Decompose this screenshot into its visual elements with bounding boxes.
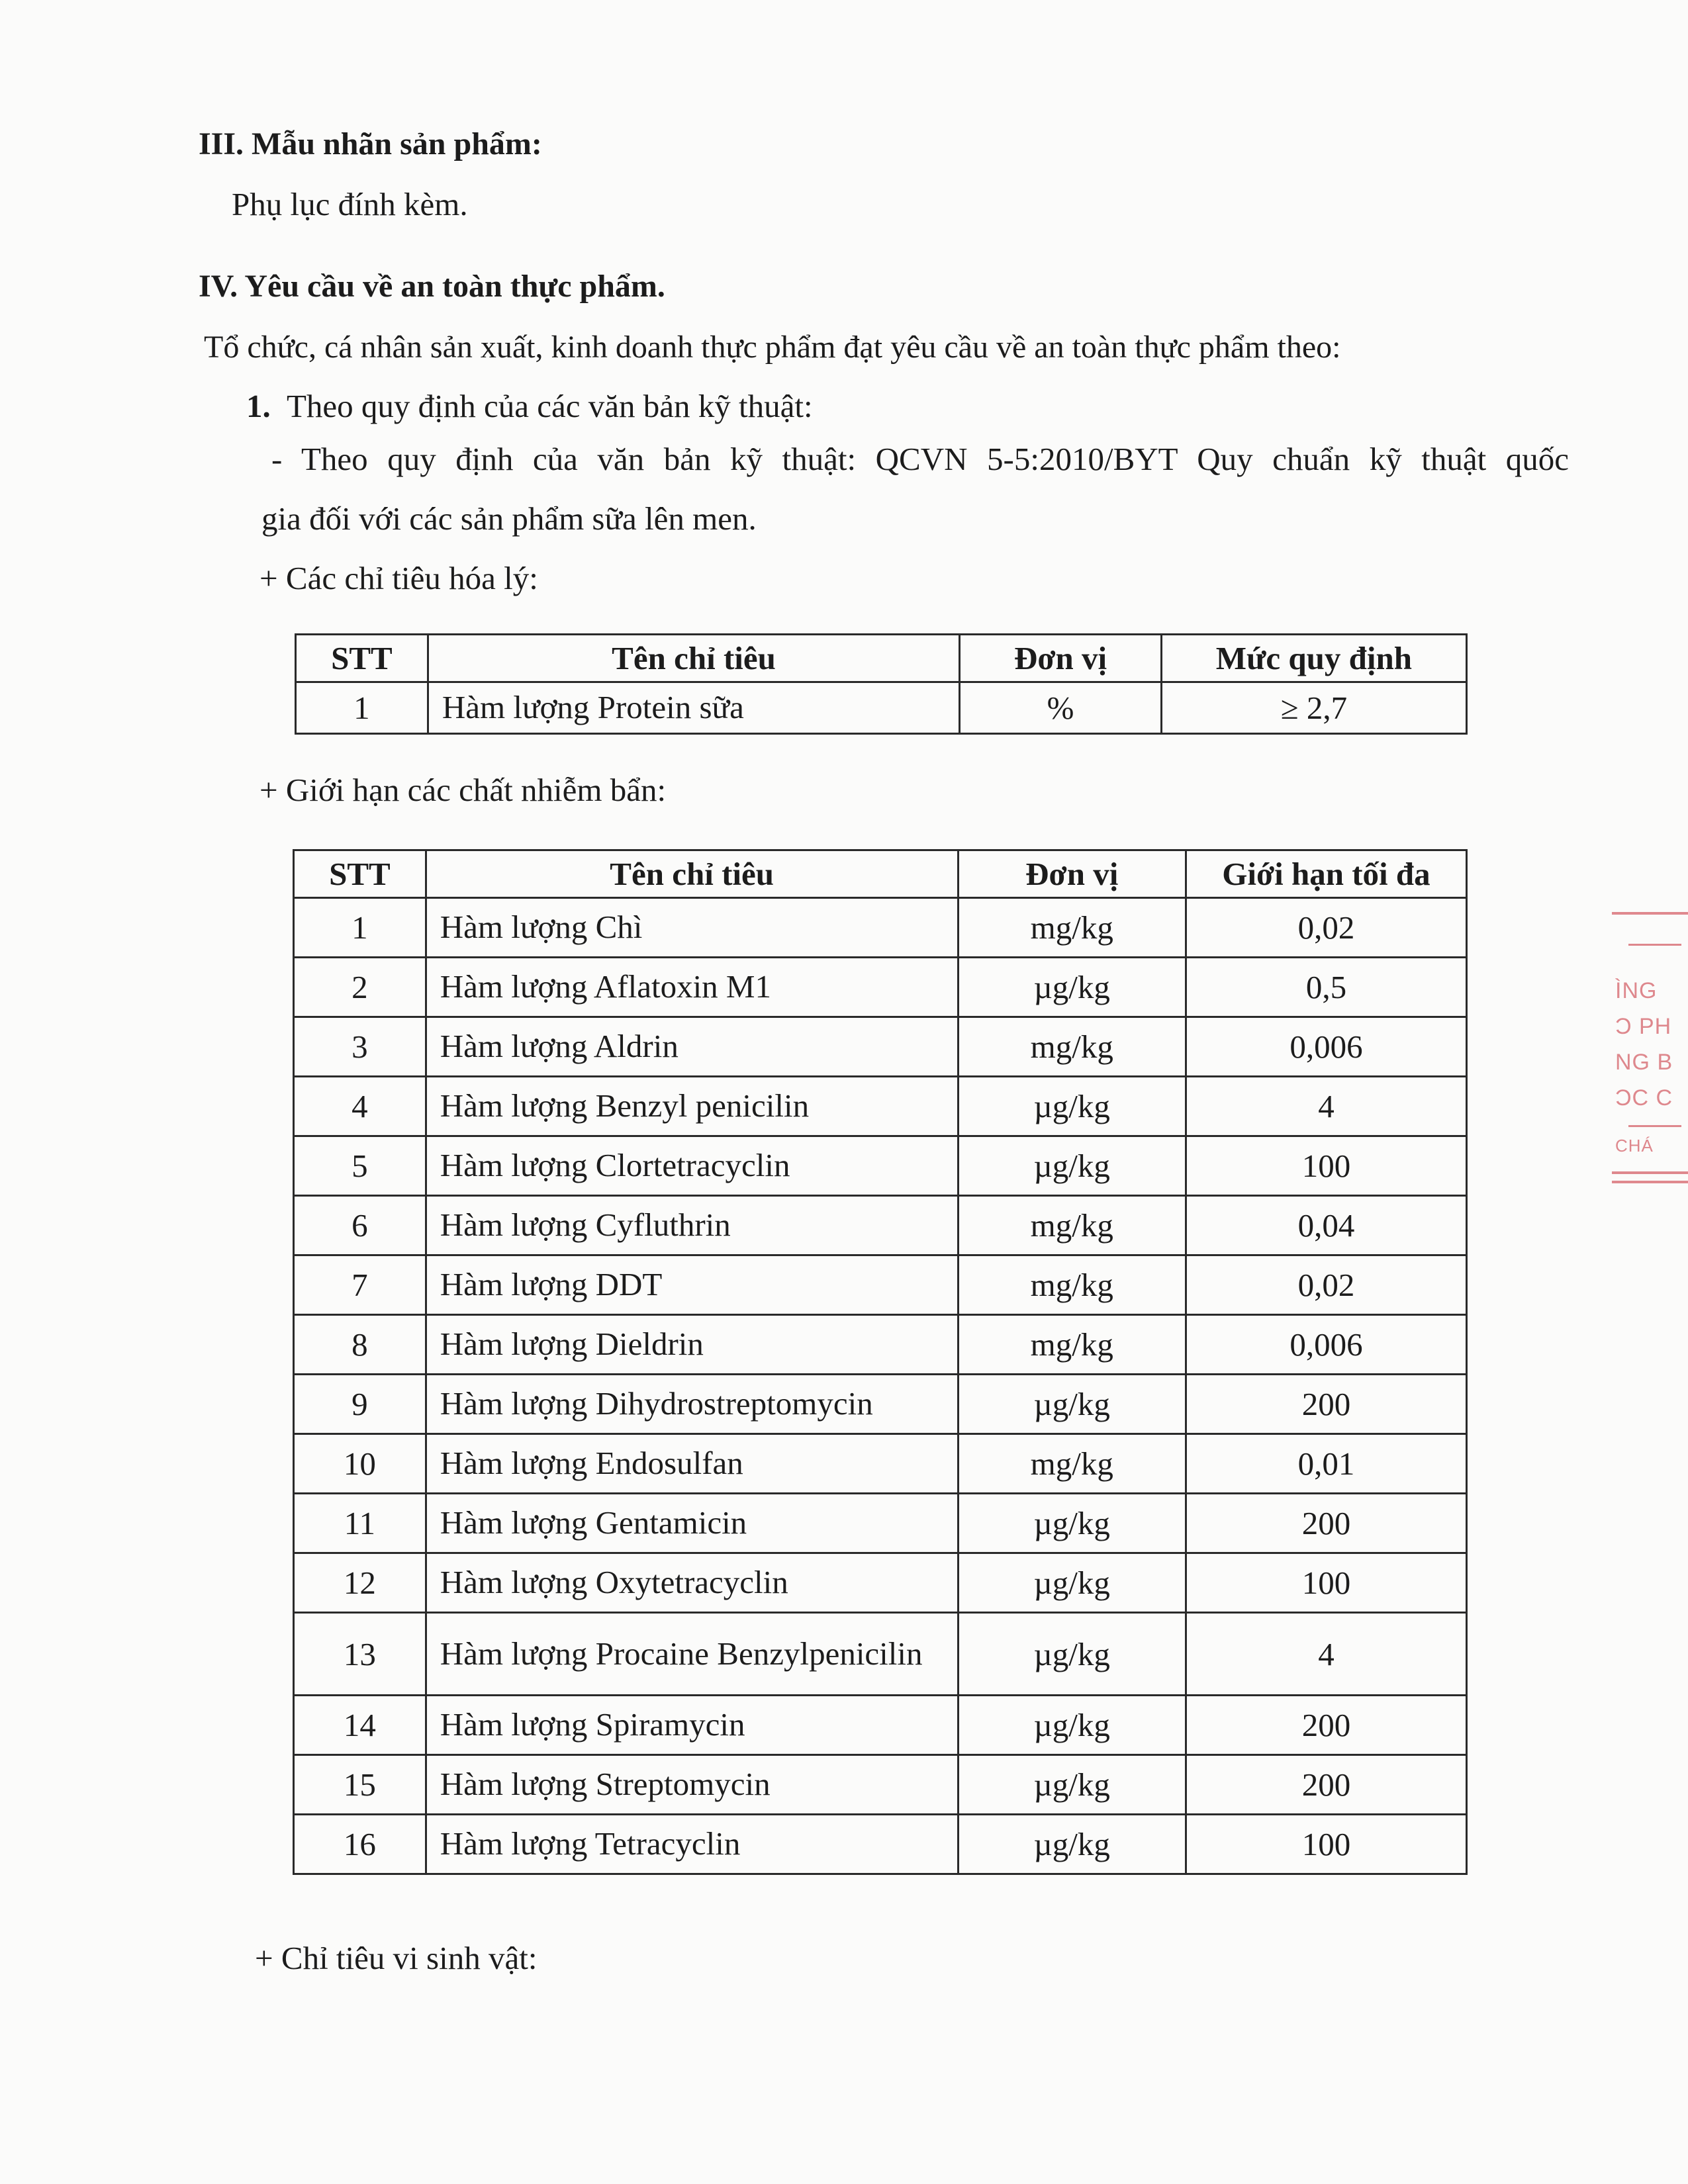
cell-unit: µg/kg: [958, 1755, 1186, 1815]
cell-stt: 16: [294, 1815, 426, 1874]
cell-stt: 14: [294, 1696, 426, 1755]
physchem-label: + Các chỉ tiêu hóa lý:: [259, 560, 538, 596]
cell-name: Hàm lượng Protein sữa: [428, 682, 959, 734]
section-3-heading: III. Mẫu nhãn sản phẩm:: [199, 126, 542, 161]
cell-unit: µg/kg: [958, 958, 1186, 1017]
cell-stt: 15: [294, 1755, 426, 1815]
cell-unit: mg/kg: [958, 1196, 1186, 1255]
cell-unit: %: [960, 682, 1162, 734]
cell-stt: 8: [294, 1315, 426, 1375]
table-row: [294, 1136, 1467, 1196]
table-row: [294, 1755, 1467, 1815]
regulation-line-2: gia đối với các sản phẩm sữa lên men.: [261, 500, 757, 537]
header-limit: Giới hạn tối đa: [1186, 850, 1466, 898]
cell-value: 4: [1186, 1077, 1466, 1136]
item-1: [246, 387, 813, 425]
cell-stt: 5: [294, 1136, 426, 1196]
cell-stt: 13: [294, 1613, 426, 1696]
header-stt: STT: [294, 850, 426, 898]
cell-name: Hàm lượng Benzyl penicilin: [426, 1077, 958, 1136]
table-row: [294, 898, 1467, 958]
cell-unit: mg/kg: [958, 898, 1186, 958]
cell-unit: µg/kg: [958, 1815, 1186, 1874]
cell-name: Hàm lượng Streptomycin: [426, 1755, 958, 1815]
cell-stt: 3: [294, 1017, 426, 1077]
cell-name: Hàm lượng Procaine Benzylpenicilin: [426, 1613, 958, 1696]
cell-name: Hàm lượng Spiramycin: [426, 1696, 958, 1755]
section-4-intro: Tổ chức, cá nhân sản xuất, kinh doanh thực phẩm đạt yêu cầu về an toàn thực phẩm theo:: [204, 330, 1341, 365]
cell-stt: 10: [294, 1434, 426, 1494]
item-1-text: Theo quy định của các văn bản kỹ thuật:: [287, 388, 813, 424]
cell-name: Hàm lượng Endosulfan: [426, 1434, 958, 1494]
cell-name: Hàm lượng Aldrin: [426, 1017, 958, 1077]
stamp-text-2: Ɔ PH: [1615, 1014, 1672, 1039]
table-row: [294, 958, 1467, 1017]
table-row: [294, 1255, 1467, 1315]
table-header-row: [294, 850, 1467, 898]
stamp-text-5: CHÁ: [1615, 1136, 1654, 1156]
cell-stt: 11: [294, 1494, 426, 1553]
cell-stt: 9: [294, 1375, 426, 1434]
table-row: [294, 1553, 1467, 1613]
cell-value: 4: [1186, 1613, 1466, 1696]
micro-label: + Chỉ tiêu vi sinh vật:: [255, 1940, 538, 1976]
table-row: [294, 1494, 1467, 1553]
cell-stt: 2: [294, 958, 426, 1017]
cell-value: 0,02: [1186, 1255, 1466, 1315]
cell-name: Hàm lượng Oxytetracyclin: [426, 1553, 958, 1613]
table-row: [294, 1434, 1467, 1494]
cell-value: 200: [1186, 1375, 1466, 1434]
cell-unit: mg/kg: [958, 1315, 1186, 1375]
table-row: [294, 1375, 1467, 1434]
cell-value: 100: [1186, 1136, 1466, 1196]
cell-unit: µg/kg: [958, 1494, 1186, 1553]
cell-value: 0,5: [1186, 958, 1466, 1017]
header-stt: STT: [296, 635, 428, 682]
table-row: [294, 1017, 1467, 1077]
table-row: [294, 1815, 1467, 1874]
cell-stt: 4: [294, 1077, 426, 1136]
table-header-row: [296, 635, 1467, 682]
cell-stt: 6: [294, 1196, 426, 1255]
cell-name: Hàm lượng Gentamicin: [426, 1494, 958, 1553]
cell-name: Hàm lượng Aflatoxin M1: [426, 958, 958, 1017]
cell-value: 100: [1186, 1815, 1466, 1874]
cell-value: 100: [1186, 1553, 1466, 1613]
contaminant-table: [293, 849, 1468, 1875]
cell-name: Hàm lượng Dieldrin: [426, 1315, 958, 1375]
stamp-text-4: ƆC C: [1615, 1085, 1673, 1111]
table-row: [294, 1077, 1467, 1136]
cell-value: 0,006: [1186, 1017, 1466, 1077]
cell-name: Hàm lượng Cyfluthrin: [426, 1196, 958, 1255]
cell-value: 200: [1186, 1696, 1466, 1755]
header-name: Tên chỉ tiêu: [428, 635, 959, 682]
cell-name: Hàm lượng Tetracyclin: [426, 1815, 958, 1874]
cell-unit: µg/kg: [958, 1696, 1186, 1755]
table-row: [294, 1696, 1467, 1755]
header-unit: Đơn vị: [960, 635, 1162, 682]
header-level: Mức quy định: [1161, 635, 1466, 682]
cell-unit: µg/kg: [958, 1613, 1186, 1696]
table-row: [294, 1196, 1467, 1255]
cell-value: 0,04: [1186, 1196, 1466, 1255]
cell-unit: µg/kg: [958, 1375, 1186, 1434]
cell-unit: mg/kg: [958, 1434, 1186, 1494]
cell-name: Hàm lượng DDT: [426, 1255, 958, 1315]
physchem-table: [295, 633, 1468, 735]
cell-name: Hàm lượng Clortetracyclin: [426, 1136, 958, 1196]
regulation-line-1: - Theo quy định của văn bản kỹ thuật: QCVN 5-5:2010/BYT Quy chuẩn kỹ thuật quốc: [271, 441, 1569, 477]
cell-unit: mg/kg: [958, 1017, 1186, 1077]
cell-stt: 1: [296, 682, 428, 734]
table-row: [296, 682, 1467, 734]
cell-stt: 12: [294, 1553, 426, 1613]
cell-value: ≥ 2,7: [1161, 682, 1466, 734]
cell-value: 0,02: [1186, 898, 1466, 958]
header-name: Tên chỉ tiêu: [426, 850, 958, 898]
cell-value: 0,006: [1186, 1315, 1466, 1375]
table-row: [294, 1613, 1467, 1696]
section-4-heading: IV. Yêu cầu về an toàn thực phẩm.: [199, 269, 665, 304]
cell-value: 0,01: [1186, 1434, 1466, 1494]
stamp-text-3: NG B: [1615, 1050, 1673, 1075]
item-1-number: 1.: [246, 388, 271, 424]
cell-stt: 1: [294, 898, 426, 958]
contaminant-label: + Giới hạn các chất nhiễm bẩn:: [259, 772, 667, 808]
table-row: [294, 1315, 1467, 1375]
cell-unit: µg/kg: [958, 1077, 1186, 1136]
section-3-text: Phụ lục đính kèm.: [232, 186, 468, 222]
cell-unit: µg/kg: [958, 1136, 1186, 1196]
header-unit: Đơn vị: [958, 850, 1186, 898]
cell-value: 200: [1186, 1494, 1466, 1553]
cell-unit: mg/kg: [958, 1255, 1186, 1315]
cell-stt: 7: [294, 1255, 426, 1315]
cell-value: 200: [1186, 1755, 1466, 1815]
stamp-text-1: ÌNG: [1615, 978, 1658, 1003]
stamp-fragment: [1602, 907, 1688, 1198]
cell-name: Hàm lượng Dihydrostreptomycin: [426, 1375, 958, 1434]
cell-unit: µg/kg: [958, 1553, 1186, 1613]
cell-name: Hàm lượng Chì: [426, 898, 958, 958]
